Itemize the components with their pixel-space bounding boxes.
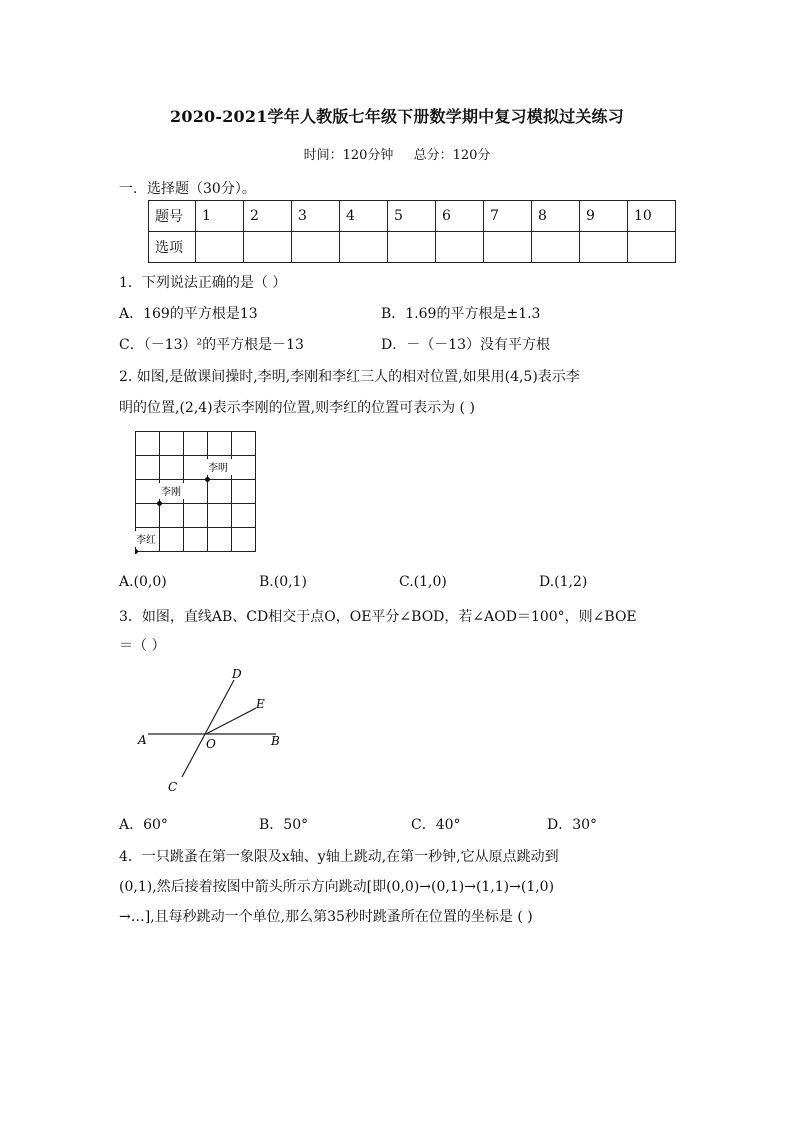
ray-oe [206,708,256,734]
question-number-cell: 2 [244,201,292,232]
q2-option-b: B.(0,1) [259,574,307,590]
label-point-b: B [271,734,280,748]
q2-stem-line2: 明的位置,(2,4)表示李刚的位置,则李红的位置可表示为 ( ) [119,400,475,416]
q4-line2: (0,1),然后接着按图中箭头所示方向跳动[即(0,0)→(0,1)→(1,1)→(1,0) [119,879,555,895]
question-number-cell: 5 [388,201,436,232]
question-number-cell: 8 [532,201,580,232]
question-number-cell: 9 [580,201,628,232]
row-label-number: 题号 [149,201,196,232]
answer-cell[interactable] [436,232,484,263]
label-point-d: D [232,667,242,681]
q2-option-d: D.(1,2) [539,574,588,590]
score-info: 总分：120分 [413,148,491,163]
label-liming: 李明 [208,463,228,474]
q3-option-d: D．30° [547,817,598,833]
q4-line1: 4．一只跳蚤在第一象限及x轴、y轴上跳动,在第一秒钟,它从原点跳动到 [119,849,559,865]
answer-table [148,200,676,263]
q3-option-c: C．40° [411,817,461,833]
answer-cell[interactable] [244,232,292,263]
q1-option-c: C．（－13）²的平方根是－13 [119,337,304,353]
label-point-a: A [138,733,147,747]
answer-cell[interactable] [196,232,244,263]
row-label-option: 选项 [149,232,196,263]
question-number-cell: 1 [196,201,244,232]
point-ligang [157,501,162,506]
question-number-cell: 7 [484,201,532,232]
question-number-cell: 6 [436,201,484,232]
exam-info [0,144,794,163]
q1-option-a: A．169的平方根是13 [119,306,258,322]
label-lihong: 李红 [136,535,156,546]
position-grid-figure [135,431,259,555]
question-number-cell: 4 [340,201,388,232]
label-point-o: O [206,737,216,751]
answer-cell[interactable] [628,232,676,263]
answer-cell[interactable] [580,232,628,263]
q1-option-d: D．－（－13）没有平方根 [381,337,551,353]
q3-option-a: A．60° [119,817,168,833]
question-number-cell: 10 [628,201,676,232]
time-info: 时间：120分钟 [303,148,394,163]
q2-option-a: A.(0,0) [119,574,167,590]
answer-cell[interactable] [340,232,388,263]
answer-cell[interactable] [292,232,340,263]
point-lihong [135,549,138,554]
q1-stem: 1．下列说法正确的是（ ） [119,275,287,291]
q3-option-b: B．50° [259,817,309,833]
page-title: 2020-2021学年人教版七年级下册数学期中复习模拟过关练习 [170,107,624,126]
point-liming [205,477,210,482]
label-point-c: C [168,780,178,794]
answer-table-row-options [149,232,676,263]
intersecting-lines-figure [130,662,300,802]
answer-cell[interactable] [388,232,436,263]
label-point-e: E [256,697,265,711]
q4-line3: →…],且每秒跳动一个单位,那么第35秒时跳蚤所在位置的坐标是 ( ) [119,909,533,925]
answer-table-row-numbers [149,201,676,232]
label-ligang: 李刚 [161,487,181,498]
answer-cell[interactable] [532,232,580,263]
line-cd [182,680,234,777]
q2-stem-line1: 2. 如图,是做课间操时,李明,李刚和李红三人的相对位置,如果用(4,5)表示李 [119,369,580,385]
q2-option-c: C.(1,0) [399,574,447,590]
q3-stem-line1: 3．如图，直线AB、CD相交于点O，OE平分∠BOD，若∠AOD＝100°，则∠BOE [119,609,637,625]
question-number-cell: 3 [292,201,340,232]
section-heading: 一．选择题（30分）。 [119,181,256,197]
answer-cell[interactable] [484,232,532,263]
q3-stem-line2: ＝（ ） [119,638,166,654]
q1-option-b: B．1.69的平方根是±1.3 [381,306,541,322]
